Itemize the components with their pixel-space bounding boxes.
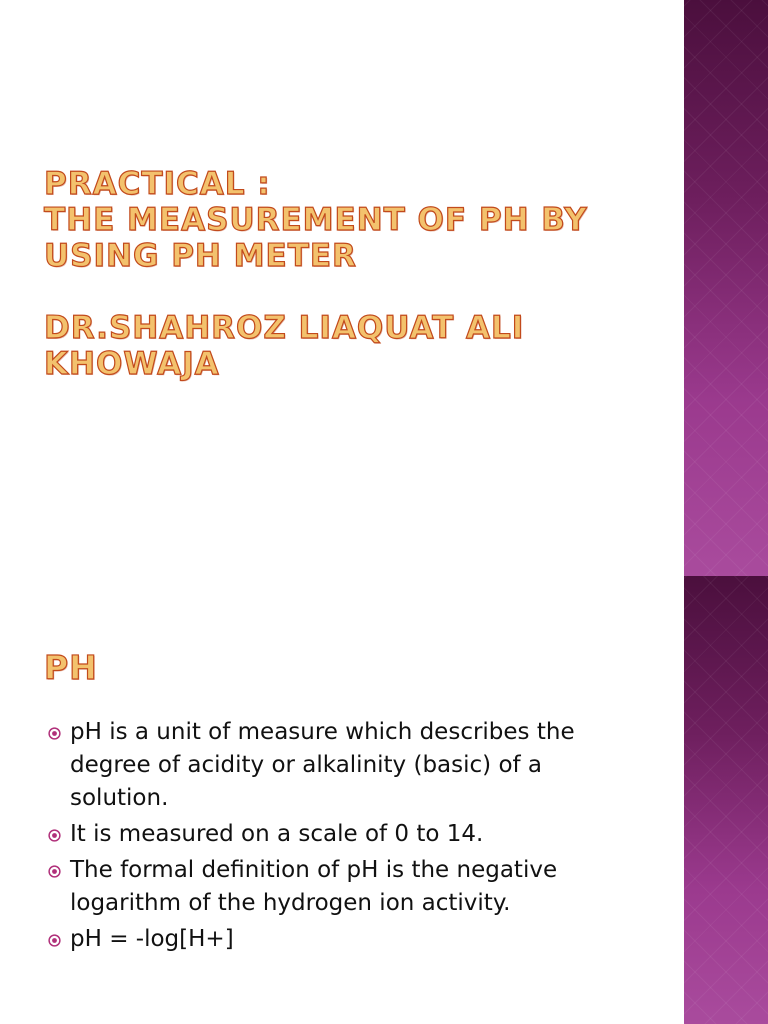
content-slide [0,576,768,1024]
bullet-list [46,716,626,959]
title-line: USING PH METER [44,238,357,274]
author-line: KHOWAJA [44,346,220,382]
slide-title: PH [44,648,98,687]
decorative-side-band [684,0,768,576]
slide-title [44,166,604,382]
bullet-text: pH = -log[H+] [70,926,234,952]
bullet-text: pH is a unit of measure which describes the degree of acidity or alkalinity (basic) of a solution. [70,719,575,811]
circled-dot-bullet-icon [48,865,61,878]
circled-dot-bullet-icon [48,727,61,740]
title-line: THE MEASUREMENT OF PH BY [44,202,588,238]
author-line: DR.SHAHROZ LIAQUAT ALI [44,310,525,346]
list-item [46,923,626,956]
bullet-text: It is measured on a scale of 0 to 14. [70,821,484,847]
list-item [46,818,626,851]
circled-dot-bullet-icon [48,934,61,947]
circled-dot-bullet-icon [48,829,61,842]
title-line: PRACTICAL : [44,166,271,202]
list-item [46,716,626,815]
bullet-text: The formal definition of pH is the negative logarithm of the hydrogen ion activity. [70,857,558,916]
title-spacer [44,274,604,310]
decorative-side-band [684,576,768,1024]
list-item [46,854,626,920]
